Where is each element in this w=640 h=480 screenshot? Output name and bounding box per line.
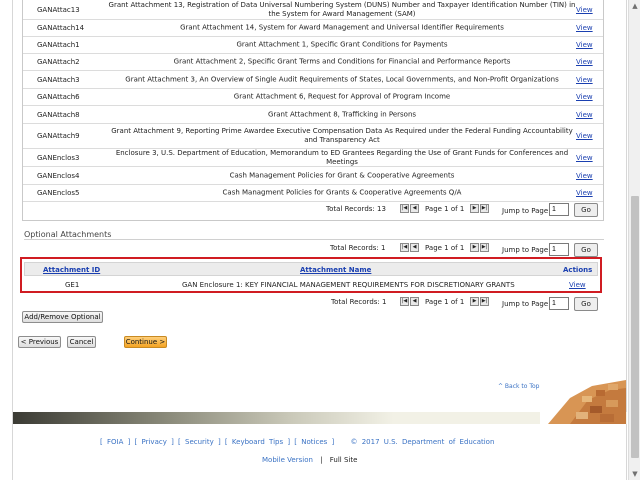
table-row [23,54,603,71]
first-page-icon[interactable]: |◀ [401,298,408,304]
table-row [23,37,603,54]
table-row [23,71,603,89]
footer-banner [13,412,627,424]
bracket-right: ] [327,438,335,446]
attachment-name: Grant Attachment 1, Specific Grant Conditions for Payments [236,40,448,49]
attachment-name: Grant Attachment 3, An Overview of Single Audit Requirements of States, Local Governments, and Non-Profit Organizations [125,75,559,83]
view-link[interactable]: View [576,41,593,49]
jump-to-page-label: Jump to Page [502,207,549,215]
attachment-name: Grant Attachment 13, Registration of Data Universal Numbering System (DUNS) Number and Taxpayer Identification Number (TIN) in the System for Award Management (SAM) [108,0,576,18]
table-row [23,89,603,106]
first-page-icon[interactable]: |◀ [401,244,408,250]
attachment-code: GANAttach9 [37,132,80,140]
attachment-name: Cash Management Policies for Grant & Cooperative Agreements [229,171,455,179]
total-records: Total Records: 1 [330,244,386,252]
column-header-actions: Actions [563,266,593,274]
attachment-code: GANAttach1 [37,41,80,49]
last-page-icon[interactable]: ▶| [481,298,488,304]
footer-link-notices[interactable]: Notices [301,438,328,446]
view-link[interactable]: View [576,5,593,14]
bracket-right: ] [ [283,438,302,446]
next-page-icon[interactable]: ▶ [470,243,479,252]
next-page-icon[interactable]: ▶ [470,204,479,213]
view-link[interactable]: View [576,153,593,162]
cancel-button[interactable]: Cancel [67,336,96,348]
required-pager [0,202,640,216]
footer-banner-image [540,380,626,424]
optional-attachments-table [20,257,602,293]
attachment-code: GANEnclos5 [37,189,80,197]
bracket-right: ] [ [166,438,185,446]
last-page-icon[interactable]: ▶| [481,205,488,211]
scroll-down-icon[interactable]: ▼ [632,470,638,478]
previous-button[interactable]: < Previous [18,336,61,348]
section-divider [24,239,604,240]
jump-to-page-label: Jump to Page [502,246,549,254]
attachment-code: GANAttach2 [37,58,80,66]
view-link[interactable]: View [576,58,593,66]
table-row [23,167,603,185]
view-link[interactable]: View [576,24,593,32]
attachment-name: Grant Attachment 6, Request for Approval of Program Income [233,92,451,101]
optional-pager-top [0,241,640,255]
continue-button[interactable]: Continue > [125,338,166,346]
column-header-attachment-id[interactable]: Attachment ID [43,266,101,274]
view-link[interactable]: View [576,189,593,197]
jump-page-input[interactable] [549,243,569,256]
view-link[interactable]: View [576,171,593,180]
attachment-name: GAN Enclosure 1: KEY FINANCIAL MANAGEMENT REQUIREMENTS FOR DISCRETIONARY GRANTS [182,281,515,289]
vertical-scrollbar[interactable] [628,0,640,480]
attachment-code: GANAttach8 [37,110,80,119]
total-records: Total Records: 13 [326,205,386,213]
view-link[interactable]: View [576,93,593,101]
footer-link-keyboard-tips[interactable]: Keyboard Tips [231,438,284,446]
table-header [24,262,598,276]
first-page-icon[interactable]: |◀ [401,205,408,211]
attachment-name: Cash Managment Policies for Grants & Cooperative Agreements Q/A [222,188,462,197]
page-indicator: Page 1 of 1 [425,205,465,213]
attachment-name: Enclosure 3, U.S. Department of Education, Memorandum to ED Grantees Regarding the Use of Grant Funds for Conferences and Meetings [115,148,569,166]
last-page-icon[interactable]: ▶| [481,244,488,250]
optional-attachments-title: Optional Attachments [24,230,112,239]
attachment-id: GE1 [65,281,80,289]
go-button[interactable]: Go [574,243,598,257]
version-switcher [262,456,357,464]
back-to-top-link[interactable]: ^ Back to Top [498,383,540,390]
page-indicator: Page 1 of 1 [425,298,465,306]
mobile-version-link[interactable]: Mobile Version [262,456,313,464]
attachment-code: GANAttach14 [37,24,85,32]
table-row [23,124,603,149]
column-header-attachment-name[interactable]: Attachment Name [300,266,372,274]
table-row [23,20,603,37]
optional-pager-bottom [0,295,640,309]
attachment-name: Grant Attachment 14, System for Award Management and Universal Identifier Requirements [180,23,504,32]
view-link[interactable]: View [569,281,586,289]
footer-link-privacy[interactable]: Privacy [141,438,167,446]
table-row [24,278,598,290]
jump-to-page-label: Jump to Page [502,300,549,308]
bracket-right: ] [ [213,438,232,446]
attachment-code: GANEnclos3 [37,153,80,162]
table-row [23,185,603,202]
attachment-name: Grant Attachment 9, Reporting Prime Awardee Executive Compensation Data As Required under the Federal Funding Accountability and Transparency Act [111,127,573,144]
attachment-code: GANEnclos4 [37,171,80,180]
jump-page-input[interactable] [549,203,569,216]
prev-page-icon[interactable]: ◀ [410,297,419,306]
attachment-name: Grant Attachment 2, Specific Grant Terms and Conditions for Financial and Performance Reports [173,57,511,66]
copyright-text[interactable]: © 2017 U.S. Department of Education [350,438,495,446]
attachment-code: GANAttach6 [37,93,80,101]
prev-page-icon[interactable]: ◀ [410,243,419,252]
attachment-code: GANAttach3 [37,75,80,84]
table-row [23,149,603,167]
required-attachments-table [22,0,604,221]
attachment-name: Grant Attachment 8, Trafficking in Persons [267,110,417,118]
scroll-thumb[interactable] [631,196,639,458]
version-divider: | [320,456,323,464]
bracket-left: [ [100,438,107,446]
footer-links [100,438,494,446]
view-link[interactable]: View [576,110,593,119]
add-remove-optional-button[interactable]: Add/Remove Optional [22,311,103,323]
table-row [23,0,603,20]
footer-link-foia[interactable]: FOIA [106,438,124,446]
footer-link-security[interactable]: Security [185,438,214,446]
bracket-right: ] [ [123,438,142,446]
page-indicator: Page 1 of 1 [425,244,465,252]
prev-page-icon[interactable]: ◀ [410,204,419,213]
jump-page-input[interactable] [549,297,569,310]
next-page-icon[interactable]: ▶ [470,297,479,306]
scroll-up-icon[interactable]: ▲ [632,2,638,10]
full-site-label: Full Site [329,456,358,464]
view-link[interactable]: View [576,75,593,84]
table-row [23,106,603,124]
total-records: Total Records: 1 [331,298,387,306]
attachment-code: GANAttac13 [37,5,80,14]
go-button[interactable]: Go [574,203,598,217]
go-button[interactable]: Go [574,297,598,311]
view-link[interactable]: View [576,132,593,140]
